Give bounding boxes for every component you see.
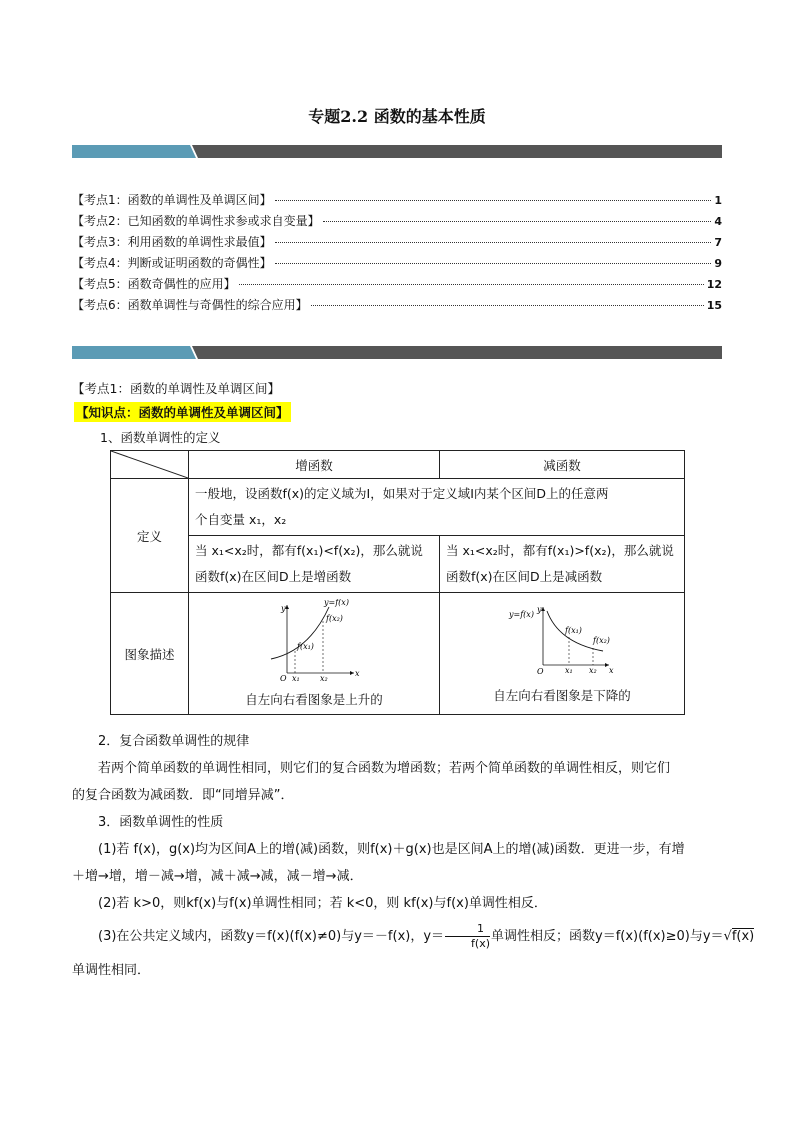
table-of-contents — [72, 191, 722, 317]
svg-text:O: O — [280, 674, 287, 683]
square-root: √f(x) — [723, 929, 755, 944]
decreasing-caption: 自左向右看图象是下降的 — [493, 688, 631, 703]
paragraph-line: ＋增→增，增－减→增，减＋减→减，减－增→减． — [72, 869, 363, 884]
subsection-title: 1、函数单调性的定义 — [100, 430, 221, 445]
svg-text:f(x₁): f(x₁) — [297, 642, 314, 651]
svg-text:x₂: x₂ — [589, 666, 597, 675]
graph-decreasing-cell — [440, 593, 685, 715]
decreasing-function-graph — [507, 603, 617, 679]
paragraph-line: 的复合函数为减函数．即“同增异减”． — [72, 788, 294, 803]
section-heading: 【考点1：函数的单调性及单调区间】 — [72, 381, 280, 396]
increasing-caption: 自左向右看图象是上升的 — [245, 692, 383, 707]
svg-text:x₂: x₂ — [320, 674, 328, 683]
toc-item[interactable]: 【考点3：利用函数的单调性求最值】 7 — [72, 235, 722, 249]
toc-page-number: 15 — [706, 299, 722, 312]
toc-page-number: 4 — [714, 215, 722, 228]
decorative-bar — [72, 346, 722, 359]
toc-item[interactable]: 【考点6：函数单调性与奇偶性的综合应用】 15 — [72, 298, 722, 312]
paragraph-line: (2)若 k>0，则kf(x)与f(x)单调性相同；若 k<0，则 kf(x)与f(x)单调性相反． — [98, 896, 547, 911]
increasing-function-graph — [259, 599, 369, 683]
toc-page-number: 9 — [714, 257, 722, 270]
page-title: 专题2.2 函数的基本性质 — [308, 107, 486, 126]
toc-page-number: 1 — [714, 194, 722, 207]
paragraph-line: 单调性相同． — [72, 963, 151, 978]
header-decreasing: 减函数 — [440, 451, 685, 479]
svg-text:x₁: x₁ — [292, 674, 300, 683]
row-label-definition: 定义 — [111, 479, 189, 593]
toc-item[interactable]: 【考点1：函数的单调性及单调区间】 1 — [72, 193, 722, 207]
section-title: 3．函数单调性的性质 — [98, 815, 224, 830]
fraction: $\frac{1}{f(x)}$ — [445, 922, 490, 951]
svg-text:f(x₂): f(x₂) — [326, 614, 343, 623]
toc-item[interactable]: 【考点4：判断或证明函数的奇偶性】 9 — [72, 256, 722, 270]
definition-decreasing-cell: 当 x₁<x₂时，都有f(x₁)>f(x₂)，那么就说 函数f(x)在区间D上是减函数 — [440, 536, 685, 593]
diagonal-header-cell — [111, 451, 189, 479]
svg-text:x: x — [355, 669, 360, 678]
svg-text:x₁: x₁ — [565, 666, 573, 675]
decorative-bar — [72, 145, 722, 158]
svg-text:f(x₁): f(x₁) — [565, 626, 582, 635]
toc-item[interactable]: 【考点5：函数奇偶性的应用】 12 — [72, 277, 722, 291]
section-title: 2．复合函数单调性的规律 — [98, 734, 250, 749]
composite-monotonicity-section — [72, 728, 755, 984]
svg-text:y: y — [281, 604, 286, 613]
toc-page-number: 7 — [714, 236, 722, 249]
row-label-graph: 图象描述 — [111, 593, 189, 715]
svg-text:y=f(x): y=f(x) — [509, 610, 534, 619]
svg-text:x: x — [609, 666, 614, 675]
toc-page-number: 12 — [706, 278, 722, 291]
definition-increasing-cell: 当 x₁<x₂时，都有f(x₁)<f(x₂)，那么就说 函数f(x)在区间D上是增函数 — [189, 536, 440, 593]
definition-common-cell: 一般地，设函数f(x)的定义域为I，如果对于定义域I内某个区间D上的任意两 个自变量 x₁，x₂ — [189, 479, 685, 536]
monotonicity-definition-table — [110, 450, 685, 715]
svg-text:O: O — [537, 667, 544, 676]
toc-item[interactable]: 【考点2：已知函数的单调性求参或求自变量】 4 — [72, 214, 722, 228]
svg-text:y: y — [537, 605, 542, 614]
knowledge-point-label: 【知识点：函数的单调性及单调区间】 — [74, 402, 291, 422]
paragraph-line-formula: (3)在公共定义域内，函数y＝f(x)(f(x)≠0)与y＝－f(x)，y＝ $\frac{1}{f(x)}$ 单调性相反；函数y＝f(x)(f(x)≥0)与y＝√f(x) — [98, 922, 755, 950]
svg-text:y=f(x): y=f(x) — [324, 599, 349, 607]
graph-increasing-cell — [189, 593, 440, 715]
paragraph-line: (1)若 f(x)，g(x)均为区间A上的增(减)函数，则f(x)＋g(x)也是区间A上的增(减)函数．更进一步，有增 — [98, 842, 685, 857]
svg-text:f(x₂): f(x₂) — [593, 636, 610, 645]
paragraph-line: 若两个简单函数的单调性相同，则它们的复合函数为增函数；若两个简单函数的单调性相反，则它们 — [98, 761, 671, 776]
header-increasing: 增函数 — [189, 451, 440, 479]
